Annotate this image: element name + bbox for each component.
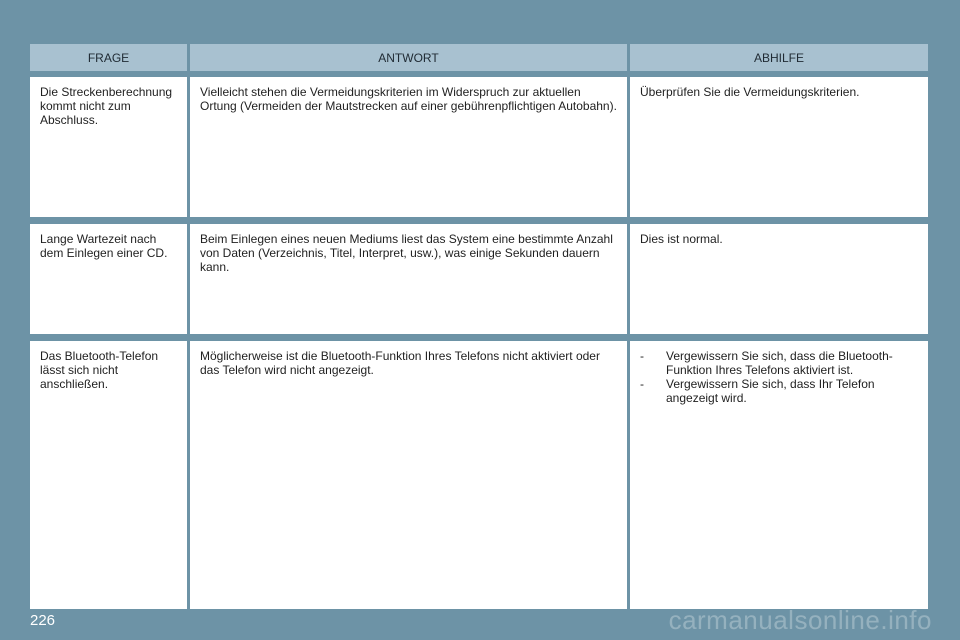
list-item: - Vergewissern Sie sich, dass die Bluetooth-Funktion Ihres Telefons aktiviert ist.: [640, 349, 918, 377]
frage-cell: Die Streckenberechnung kommt nicht zum Abschluss.: [30, 77, 187, 217]
page-number: 226: [30, 612, 56, 629]
abhilfe-cell: Dies ist normal.: [630, 224, 928, 334]
antwort-cell: Möglicherweise ist die Bluetooth-Funktion Ihres Telefons nicht aktiviert oder das Telefon wird nicht angezeigt.: [190, 341, 627, 609]
header-frage: FRAGE: [30, 44, 187, 71]
antwort-cell: Vielleicht stehen die Vermeidungskriterien im Widerspruch zur aktuellen Ortung (Vermeiden der Mautstrecken auf einer gebührenpflichtigen Autobahn).: [190, 77, 627, 217]
table-row: [30, 341, 928, 609]
frage-cell: Das Bluetooth-Telefon lässt sich nicht anschließen.: [30, 341, 187, 609]
abhilfe-cell: Überprüfen Sie die Vermeidungskriterien.: [630, 77, 928, 217]
table-row: [30, 224, 928, 334]
watermark: carmanualsonline.info: [668, 605, 932, 635]
abhilfe-cell: [630, 341, 928, 609]
abhilfe-list: [640, 349, 918, 405]
troubleshooting-table: [30, 44, 928, 609]
frage-cell: Lange Wartezeit nach dem Einlegen einer CD.: [30, 224, 187, 334]
table-row: [30, 77, 928, 217]
header-antwort: ANTWORT: [190, 44, 627, 71]
table-header: [30, 44, 928, 71]
list-item: - Vergewissern Sie sich, dass Ihr Telefon angezeigt wird.: [640, 377, 918, 405]
antwort-cell: Beim Einlegen eines neuen Mediums liest das System eine bestimmte Anzahl von Daten (Verzeichnis, Titel, Interpret, usw.), was einige Sekunden dauern kann.: [190, 224, 627, 334]
header-abhilfe: ABHILFE: [630, 44, 928, 71]
